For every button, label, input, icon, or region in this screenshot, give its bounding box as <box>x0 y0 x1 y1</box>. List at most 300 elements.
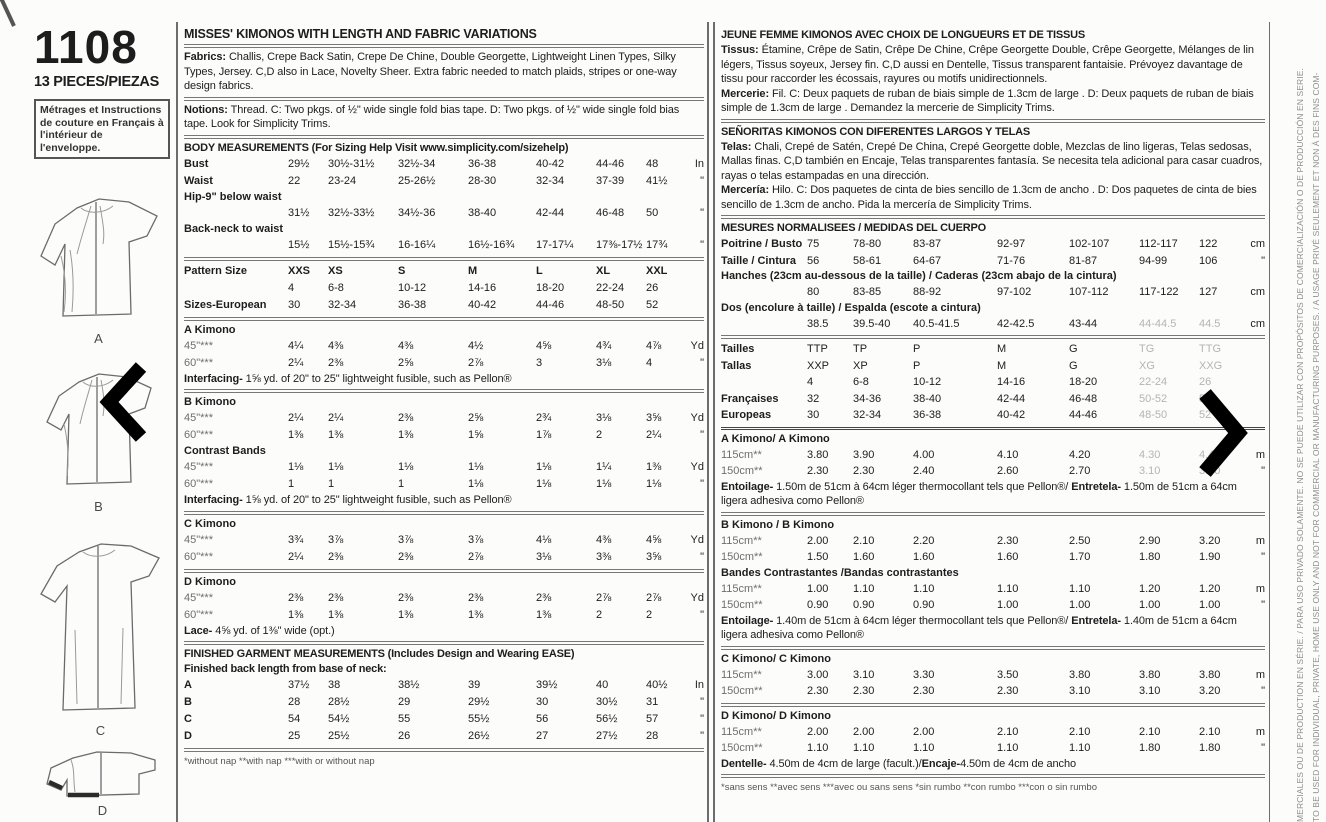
cell: XXG <box>1199 359 1223 372</box>
row-unit: m <box>1255 725 1265 738</box>
cell: 44-46 <box>596 157 625 170</box>
cell: 30½ <box>596 696 618 708</box>
cell: 2.30 <box>853 685 875 697</box>
vertical-notice-line1: TO BE USED FOR INDIVIDUAL, PRIVATE, HOME USE ONLY AND NOT FOR COMMERCIAL OR MANUFACTURING PURPOSES. / A USAGE PRIVÉ SEULEMENT ET NON À DES FINS COM- <box>1311 72 1321 822</box>
vertical-notice-line2: MERCIALES OU DE PRODUCTION EN SÉRIE. / PARA USO PRIVADO SOLAMENTE. NO SE PUEDE UTILIZAR CON PROPÓSITOS DE COMERCIALIZACIÓN O DE PRODUCCIÓN EN SERIE. <box>1295 68 1305 822</box>
table-row <box>721 533 1265 550</box>
row-unit: m <box>1255 668 1265 681</box>
cell: XS <box>328 264 343 277</box>
cell: 41½ <box>646 174 668 187</box>
cell: 3.20 <box>1199 685 1221 697</box>
cell: 97-102 <box>997 286 1032 298</box>
cell: 1⅛ <box>288 461 304 473</box>
cell: 2¼ <box>288 550 304 563</box>
cell: 83-87 <box>913 238 942 250</box>
cell: 6-8 <box>328 281 344 294</box>
row-label: 45"*** <box>184 533 213 546</box>
cell: 3⅞ <box>468 533 484 546</box>
cell: 48-50 <box>596 298 625 311</box>
d-kimono-section <box>184 573 704 646</box>
cell: 1.90 <box>1199 551 1221 563</box>
row-unit: In <box>694 679 704 691</box>
cell: 40½ <box>646 679 668 691</box>
cell: 3⅞ <box>328 533 344 546</box>
table-row <box>184 459 704 476</box>
cell: 1⅝ <box>468 429 484 441</box>
b-interfacing-note <box>184 493 704 508</box>
cell: 29½ <box>468 696 490 708</box>
a-entoilage-note <box>721 480 1265 509</box>
cell: 1 <box>328 478 335 490</box>
cell: 1.00 <box>1199 599 1221 611</box>
entoilage-text: 1.40m de 51cm à 64cm léger thermocollant tels que Pellon®/ <box>773 614 1072 627</box>
spanish-section <box>721 123 1265 220</box>
table-row <box>184 728 704 745</box>
dentelle-label: Dentelle- <box>721 757 767 770</box>
cell: G <box>1069 359 1078 372</box>
lace-label: Lace- <box>184 624 213 637</box>
row-unit <box>688 297 704 314</box>
row-unit: " <box>700 174 704 187</box>
cell: 1.20 <box>1199 582 1221 595</box>
cell: 39 <box>468 679 481 691</box>
row-unit: Yd <box>690 339 704 352</box>
cell: 57 <box>646 713 659 725</box>
divider-right <box>1269 22 1270 822</box>
notions-paragraph <box>184 101 704 139</box>
cell: 38.5 <box>807 317 829 330</box>
row-label: 150cm** <box>721 685 763 697</box>
cell: 40 <box>596 679 609 691</box>
cell: 1.50 <box>807 551 829 563</box>
cell: 2.60 <box>997 465 1019 477</box>
table-row <box>721 581 1265 598</box>
cell: 28-30 <box>468 174 497 187</box>
cell: 44.5 <box>1199 317 1221 330</box>
cell: 1.00 <box>997 599 1019 611</box>
cell: 3.80 <box>1139 668 1161 681</box>
cell: 32-34 <box>853 409 882 421</box>
cell: XXS <box>288 264 311 277</box>
interfacing-label: Interfacing- <box>184 372 243 385</box>
row-label: 150cm** <box>721 599 763 611</box>
telas-text: Chali, Crepé de Satén, Crepé De China, Crepé Georgette doble, Mezclas de lino ligeras, Telas sedosas, Mallas finas. C,D también en Encaje, Telas transparentes fantasía. Se necesita tela adicional para casar cuadros, rayas o telas estampadas en una dirección. <box>721 140 1263 182</box>
row-label: Europeas <box>721 409 772 421</box>
cell: 36-38 <box>468 157 497 170</box>
french-section <box>721 26 1265 123</box>
cell: 1.10 <box>913 742 935 754</box>
kimono-d-drawing <box>41 750 165 800</box>
cell: 1⅛ <box>328 461 344 473</box>
cell: 2⅞ <box>468 550 484 563</box>
cell: 107-112 <box>1069 286 1109 298</box>
cell: 30½-31½ <box>328 157 375 170</box>
row-label: 60"*** <box>184 429 213 441</box>
row-unit: " <box>1261 742 1265 754</box>
cell: 26 <box>646 281 659 294</box>
row-label <box>721 374 807 391</box>
cell: 40-42 <box>468 298 497 311</box>
b-kimono-section <box>184 393 704 515</box>
row-label: 115cm** <box>721 448 762 461</box>
cell: 3⅝ <box>646 412 662 424</box>
cell: 106 <box>1199 254 1218 267</box>
cell: 1⅜ <box>288 608 304 621</box>
table-row <box>721 358 1265 375</box>
cell: 2¾ <box>536 412 552 424</box>
cell: 88-92 <box>913 286 942 298</box>
cell: P <box>913 343 921 355</box>
cell: 39.5-40 <box>853 317 891 330</box>
table-row <box>721 667 1265 684</box>
row-unit: Yd <box>690 461 704 473</box>
row-label <box>721 316 807 333</box>
cell: 38 <box>328 679 341 691</box>
divider-left <box>176 22 178 822</box>
pattern-number: 1108 <box>34 21 138 73</box>
interfacing-label: Interfacing- <box>184 494 243 506</box>
row-unit: cm <box>1250 317 1265 330</box>
bandes-label: Bandes Contrastantes /Bandas contrastantes <box>721 566 959 579</box>
cell: 2⅞ <box>646 591 662 604</box>
cell: 38½ <box>398 679 420 691</box>
table-row <box>184 694 704 711</box>
cell: 2.10 <box>853 534 875 547</box>
row-unit: " <box>700 238 704 251</box>
row-unit: " <box>1261 685 1265 697</box>
row-label: Françaises <box>721 392 779 405</box>
cell: 43-44 <box>1069 317 1098 330</box>
cell: 4⅜ <box>596 533 612 546</box>
row-unit: " <box>700 713 704 725</box>
cell: 50 <box>646 206 659 219</box>
row-label: Tailles <box>721 343 755 355</box>
cell: 2.20 <box>913 534 935 547</box>
row-label: 150cm** <box>721 551 763 563</box>
cell: 46-48 <box>1069 392 1098 405</box>
cell: 30 <box>807 409 820 421</box>
cell: 1.20 <box>1139 582 1161 595</box>
cell: 26 <box>398 730 411 742</box>
cell: 10-12 <box>398 281 427 294</box>
row-label: Tallas <box>721 359 752 372</box>
cell: 4 <box>807 376 814 388</box>
a-kimono-title: A Kimono <box>184 323 236 336</box>
kimono-a-drawing <box>33 194 165 328</box>
cell: XXL <box>646 264 668 277</box>
cell: M <box>468 264 478 277</box>
cell: 2⅜ <box>328 550 344 563</box>
cell: 80 <box>807 286 820 298</box>
entretela-label: Entretela- <box>1071 614 1121 627</box>
d-kimono-metric-section <box>721 707 1265 779</box>
entretela-text: 1.50m de 51cm a 64cm ligera adhesiva como Pellon® <box>721 480 1237 507</box>
cell: 1.10 <box>807 742 829 754</box>
row-label: Sizes-European <box>184 298 267 311</box>
cell: 36-38 <box>398 298 427 311</box>
cell: TTP <box>807 343 828 355</box>
table-row <box>184 263 704 280</box>
cell: 1.60 <box>997 551 1019 563</box>
table-row <box>184 355 704 372</box>
table-row <box>184 410 704 427</box>
view-label: A <box>94 331 104 346</box>
cell: 2.00 <box>853 725 875 738</box>
b-kimono-metric-title: B Kimono / B Kimono <box>721 518 835 531</box>
cell: 3.10 <box>1139 685 1161 697</box>
cell: 40.5-41.5 <box>913 317 960 330</box>
row-label <box>184 237 288 254</box>
cell: 1.10 <box>913 582 935 595</box>
cell: 78-80 <box>853 238 882 250</box>
garment-view-a <box>32 194 166 346</box>
cell: 3.80 <box>807 448 829 461</box>
cell: 56 <box>807 254 820 267</box>
cell: 1⅛ <box>398 461 414 473</box>
mercerie-label: Mercerie: <box>721 87 770 100</box>
dentelle-note <box>721 757 1265 772</box>
cell: 1⅛ <box>536 461 552 473</box>
entoilage-label: Entoilage- <box>721 614 774 627</box>
cell: 2⅝ <box>468 412 484 424</box>
cell: 2.40 <box>913 465 935 477</box>
row-unit: cm <box>1250 238 1265 250</box>
cell: 40-42 <box>997 409 1026 421</box>
c-kimono-metric-title: C Kimono/ C Kimono <box>721 652 831 665</box>
cell: 2⅞ <box>468 356 484 369</box>
notions-label: Notions: <box>184 103 228 116</box>
a-interfacing-note <box>184 372 704 387</box>
row-unit: Yd <box>690 591 704 604</box>
entoilage-text: 1.50m de 51cm à 64cm léger thermocollant tels que Pellon®/ <box>773 480 1072 493</box>
cell: 1.10 <box>853 582 875 595</box>
cell: 4 <box>646 356 653 369</box>
cell: 92-97 <box>997 238 1026 250</box>
cell: 1⅜ <box>468 608 484 621</box>
cell: 37½ <box>288 679 310 691</box>
cell: XG <box>1139 359 1155 372</box>
table-row <box>184 237 704 254</box>
cell: 26 <box>1199 376 1212 388</box>
cell: 22-24 <box>1139 376 1168 388</box>
tissus-text: Étamine, Crêpe de Satin, Crêpe De Chine, Crêpe Georgette Double, Crêpe Georgette, Mélanges de lin légers, Tissus soyeux, Jersey fin. C,D aussi en Dentelle, Tissus transparent fantaisie. Prévoyez davantage de tissu pour raccorder les écossais, rayures ou motifs unidirectionnels. <box>721 44 1254 85</box>
cell: 0.90 <box>913 599 935 611</box>
table-row <box>721 407 1265 424</box>
cell: 32½-34 <box>398 157 436 170</box>
view-label: C <box>95 723 107 738</box>
cell: 122 <box>1199 238 1218 250</box>
cell: 4⅝ <box>646 533 662 546</box>
table-row <box>721 683 1265 700</box>
cell: 36-38 <box>913 409 942 421</box>
foreign-footnote: *sans sens **avec sens ***avec ou sans sens *sin rumbo **con rumbo ***con o sin rumbo <box>721 782 1097 793</box>
row-unit: " <box>1261 465 1265 477</box>
telas-paragraph <box>721 140 1265 184</box>
next-arrow-icon[interactable] <box>1192 388 1250 478</box>
cell: TP <box>853 343 868 355</box>
row-unit: " <box>700 429 704 441</box>
mesures-section <box>721 219 1265 339</box>
cell: 2 <box>596 608 603 621</box>
divider-mid-2 <box>713 22 715 822</box>
row-label: 115cm** <box>721 582 762 595</box>
table-row <box>721 253 1265 270</box>
view-label: D <box>97 803 109 818</box>
encaje-text: 4.50m de 4cm de ancho <box>960 757 1076 770</box>
cell: 0.90 <box>807 599 829 611</box>
cell: 2⅜ <box>536 591 552 604</box>
row-unit: " <box>700 730 704 742</box>
cell: 32 <box>807 392 820 405</box>
cell: 17⅜-17½ <box>596 238 643 251</box>
cell: 16½-16¾ <box>468 238 515 251</box>
prev-arrow-icon[interactable] <box>96 362 152 442</box>
cell: 28 <box>288 696 301 708</box>
cell: 18-20 <box>536 281 565 294</box>
b-kimono-metric-section <box>721 516 1265 650</box>
cell: 117-122 <box>1139 286 1179 298</box>
fabrics-text: Challis, Crepe Back Satin, Crepe De Chine, Double Georgette, Lightweight Linen Types, Silky Types, Jersey. C,D also in Lace, Novelty Sheer. Extra fabric needed to match plaids, stripes or one-way design fabrics. <box>184 51 677 92</box>
table-row <box>721 284 1265 301</box>
cell: 3.10 <box>1139 465 1161 477</box>
cell: 1.00 <box>1139 599 1161 611</box>
cell: 28 <box>646 730 659 742</box>
cell: 3.80 <box>1199 668 1221 681</box>
cell: 1.80 <box>1139 551 1161 563</box>
cell: 29½ <box>288 157 310 170</box>
telas-label: Telas: <box>721 140 752 153</box>
cell: 1.60 <box>853 551 875 563</box>
cell: 2.00 <box>913 725 935 738</box>
cell: 54 <box>1199 392 1212 405</box>
cell: 40-42 <box>536 157 565 170</box>
row-label: 115cm** <box>721 534 762 547</box>
row-label: 115cm** <box>721 668 762 681</box>
back-neck-label: Back-neck to waist <box>184 222 284 235</box>
cell: 2.30 <box>913 685 935 697</box>
cell: 15½-15¾ <box>328 238 375 251</box>
cell: 1⅜ <box>328 429 344 441</box>
hip-label: Hip-9" below waist <box>184 190 282 203</box>
cell: 2.00 <box>807 534 829 547</box>
row-label: 60"*** <box>184 550 213 563</box>
row-label: C <box>184 713 192 725</box>
cell: 2.30 <box>807 465 829 477</box>
cell: 2.10 <box>997 725 1019 738</box>
fabrics-paragraph <box>184 48 704 101</box>
cell: 4⅝ <box>536 339 552 352</box>
cell: 1.10 <box>997 742 1019 754</box>
cell: P <box>913 359 921 372</box>
table-row <box>721 447 1265 464</box>
cell: 2⅜ <box>398 591 414 604</box>
d-kimono-metric-title: D Kimono/ D Kimono <box>721 709 831 722</box>
cell: 30 <box>288 298 301 311</box>
table-row <box>721 316 1265 333</box>
cell: 46-48 <box>596 206 625 219</box>
cell: M <box>997 359 1007 372</box>
row-unit: " <box>700 550 704 563</box>
cell: 2⅜ <box>468 591 484 604</box>
finished-subheader: Finished back length from base of neck: <box>184 663 387 675</box>
cell: 4½ <box>468 339 484 352</box>
cell: 1⅛ <box>536 478 552 490</box>
row-unit: In <box>694 157 704 170</box>
cell: 2.10 <box>1139 725 1161 738</box>
cell: 4 <box>288 281 295 294</box>
notions-text: Thread. C: Two pkgs. of ½" wide single fold bias tape. D: Two pkgs. of ½" wide single fold bias tape. Look for Simplicity Trims. <box>184 103 680 130</box>
cell: 2⅝ <box>398 356 414 369</box>
cell: 1.70 <box>1069 551 1091 563</box>
row-label: D <box>184 730 192 742</box>
table-row <box>184 280 704 297</box>
cell: 22 <box>288 174 301 187</box>
cell: 44-46 <box>1069 409 1098 421</box>
cell: 4⅜ <box>398 339 414 352</box>
body-measurements-header: BODY MEASUREMENTS (For Sizing Help Visit www.simplicity.com/sizehelp) <box>184 141 569 154</box>
cell: 30 <box>536 696 549 708</box>
row-label: 60"*** <box>184 478 213 490</box>
cell: 4.30 <box>1139 448 1161 461</box>
cell: 3.30 <box>913 668 935 681</box>
cell: 81-87 <box>1069 254 1098 267</box>
sizes-section <box>721 339 1265 430</box>
cell: 2⅜ <box>328 591 344 604</box>
row-unit: " <box>700 608 704 621</box>
mercerie-text: Fil. C: Deux paquets de ruban de biais simple de 1.3cm de large . D: Deux paquets de ruban de biais simple de 1.3cm de large . Demandez la mercerie de Simplicity Trims. <box>721 87 1254 114</box>
row-label: 45"*** <box>184 339 213 352</box>
cell: 34-36 <box>853 392 882 405</box>
cell: 0.90 <box>853 599 875 611</box>
cell: 2¼ <box>328 412 344 424</box>
table-row <box>721 236 1265 253</box>
cell: 1.10 <box>853 742 875 754</box>
row-label <box>184 205 288 222</box>
cell: 26½ <box>468 730 490 742</box>
garment-view-d <box>40 750 166 818</box>
cell: 2⅜ <box>288 591 304 604</box>
cell: 4⅛ <box>536 533 552 546</box>
cell: 25-26½ <box>398 174 436 187</box>
english-column <box>184 26 704 767</box>
cell: 1.00 <box>1069 599 1091 611</box>
encaje-label: Encaje- <box>921 757 961 770</box>
row-unit <box>1239 341 1265 358</box>
cell: 18-20 <box>1069 376 1098 388</box>
row-unit <box>688 280 704 297</box>
cell: L <box>536 264 543 277</box>
row-label: 115cm** <box>721 725 762 738</box>
cell: 2⅜ <box>328 356 344 369</box>
cell: XL <box>596 264 611 277</box>
row-label: Pattern Size <box>184 264 247 277</box>
cell: 2⅜ <box>398 412 414 424</box>
merceria-paragraph <box>721 183 1265 212</box>
table-row <box>721 391 1265 408</box>
row-unit: " <box>1261 599 1265 611</box>
cell: 102-107 <box>1069 238 1110 250</box>
cell: 75 <box>807 238 820 250</box>
a-kimono-metric-section <box>721 430 1265 516</box>
entoilage-label: Entoilage- <box>721 480 774 493</box>
cell: 14-16 <box>468 281 497 294</box>
interfacing-text: 1⅝ yd. of 20" to 25" lightweight fusible, such as Pellon® <box>242 372 512 385</box>
tissus-label: Tissus: <box>721 44 759 56</box>
cell: XP <box>853 359 868 372</box>
cell: 4⅞ <box>646 339 662 352</box>
cell: 4¼ <box>288 339 304 352</box>
view-label: B <box>94 499 104 514</box>
